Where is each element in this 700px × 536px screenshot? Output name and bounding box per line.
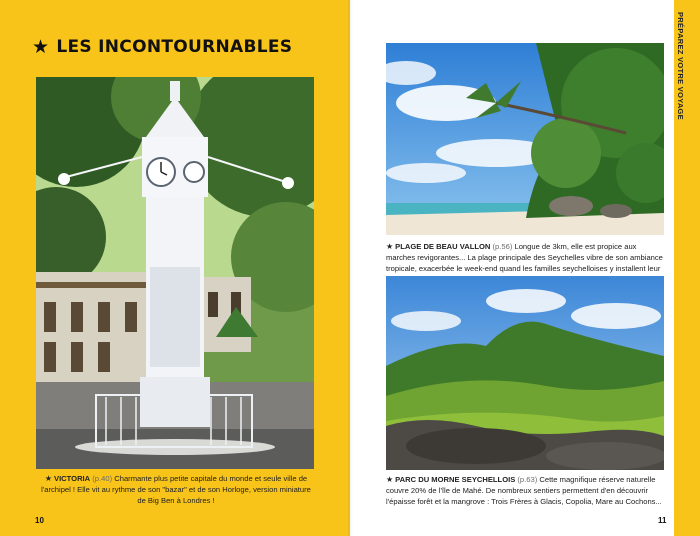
morne-seychellois-caption — [386, 474, 666, 507]
caption-title: PLAGE DE BEAU VALLON — [395, 242, 491, 251]
chapter-side-tab-label: PRÉPAREZ VOTRE VOYAGE — [676, 12, 685, 120]
victoria-caption — [36, 473, 316, 506]
star-icon: ★ — [386, 242, 394, 251]
star-icon: ★ — [44, 474, 52, 483]
caption-page-ref: (p.40) — [92, 474, 113, 483]
caption-title: PARC DU MORNE SEYCHELLOIS — [395, 475, 516, 484]
caption-text: Longue de 3km, elle est propice aux marches revigorantes... La plage principale des Seychelles vibre de son ambiance tropicale, exacerbée le week-end quand les familles seychelloises y installent leur — [386, 242, 663, 273]
page-number-left: 10 — [35, 516, 44, 525]
star-icon: ★ — [386, 475, 394, 484]
section-title-text: LES INCONTOURNABLES — [56, 37, 293, 57]
star-icon: ★ — [32, 35, 50, 58]
beau-vallon-beach-photo — [386, 43, 664, 235]
caption-page-ref: (p.56) — [492, 242, 513, 251]
book-gutter — [348, 0, 354, 536]
page-number-right: 11 — [658, 516, 667, 525]
caption-text: Charmante plus petite capitale du monde et seule ville de l'archipel ! Elle vit au rythme de son "bazar" et de son Horloge, version miniature de Big Ben à Londres ! — [41, 474, 311, 505]
caption-title: VICTORIA — [54, 474, 91, 483]
victoria-clock-tower-photo — [36, 77, 314, 469]
caption-text: Cette magnifique réserve naturelle couvre 20% de l'île de Mahé. De nombreux sentiers permettent d'en découvrir l'épaisse forêt et la mangrove : Trois Frères à Glacis, Copolia, Mare au Cochons... — [386, 475, 662, 506]
caption-page-ref: (p.63) — [517, 475, 538, 484]
morne-seychellois-photo — [386, 276, 664, 470]
section-title — [32, 37, 292, 57]
